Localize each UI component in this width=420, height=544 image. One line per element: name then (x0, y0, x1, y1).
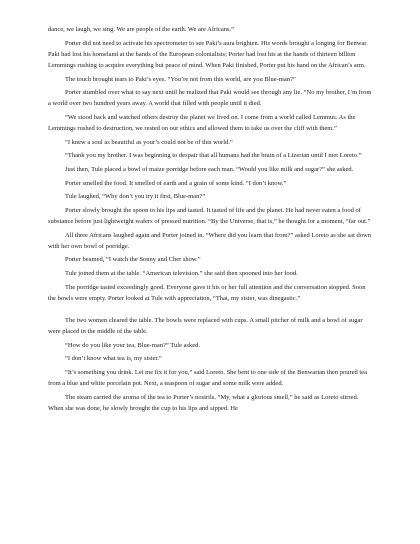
paragraph-6: “I knew a soul as beautiful as your’s could not be of this world.” (65, 138, 233, 146)
paragraph-17: “How do you like your tea, Blue-man?” Tule asked. (65, 341, 201, 349)
paragraph-10: Tule laughed, “Why don’t you try it first, Blue-man?” (65, 193, 206, 201)
paragraph-11: Porter slowly brought the spoon to his lips and tasted. It tasted of life and the planet. He had never eaten a food of substance before just lightweight wafers of pressed nutrition. “By the Universe, that is,” he thought for a moment, “far out.” (48, 206, 371, 225)
paragraph-9: Porter smelled the food. It smelled of earth and a grain of some kind. “I don’t know.” (65, 179, 287, 187)
paragraph-14: Tule joined them at the table. “American television.” she said then spooned into her food. (65, 269, 298, 277)
paragraph-2: Porter did not need to activate his spectrometer to see Paki’s aura brighten. His words brought a longing for Benwar. Paki had lost his homeland at the hands of the European colonialists; Porter had lost his at the hands of thirteen billion Lemmings rushing to acquire everything but peace of mind. When Paki finished, Porter put his hand on the African’s arm. (48, 39, 368, 69)
paragraph-12: All three Africans laughed again and Porter joined in. “Where did you learn that from?” asked Loreto as she sat down with her own bowl of porridge. (48, 231, 371, 250)
paragraph-3: The touch brought tears to Paki’s eyes. “You’re not from this world, are you Blue-man?” (65, 75, 296, 83)
paragraph-7: “Thank you my brother. I was beginning to despair that all humans had the brain of a Lizerian until I met Loreto.” (65, 152, 362, 160)
paragraph-20: The steam carried the aroma of the tea to Porter’s nostrils. “My, what a glorious smell,” he said as Loreto stirred. When she was done, he slowly brought the cup to his lips and sipped. He (48, 393, 359, 412)
paragraph-19: “It’s something you drink. Let me fix it for you,” said Loreto. She bent to one side of the Benwarian then poured tea from a blue and white porcelain pot. Next, a teaspoon of sugar and some milk were added. (48, 368, 367, 388)
paragraph-13: Porter beamed, “I watch the Sonny and Cher show.” (65, 256, 201, 264)
paragraph-16: The two women cleared the table. The bowls were replaced with cups. A small pitcher of milk and a bowl of sugar were placed in the middle of the table. (48, 316, 363, 336)
paragraph-5: “We stood back and watched others destroy the planet we lived on. I come from a world called Lemmus. As the Lemmings rushed to destruction, we rested on our ethics and allowed them to take us over the cliff with them.” (48, 113, 356, 133)
paragraph-4: Porter stumbled over what to say next until he realized that Paki would see through any lie. “No my brother, I’m from a world over two hundred years away. A world that filled with people until it died. (48, 89, 372, 108)
paragraph-8: Just then, Tule placed a bowl of maize porridge before each man. “Would you like milk and sugar?” she asked. (65, 165, 354, 173)
paragraph-15: The porridge tasted exceedingly good. Everyone gave it his or her full attention and the conversation stopped. Soon the bowls were empty. Porter looked at Tule with appreciation, “That, my sister, was dinegastic.” (48, 283, 366, 302)
paragraph-18: “I don’t know what tea is, my sister.” (65, 355, 162, 363)
paragraph-1: dance, we laugh, we sing. We are people of the earth. We are Africans.” (48, 26, 235, 33)
